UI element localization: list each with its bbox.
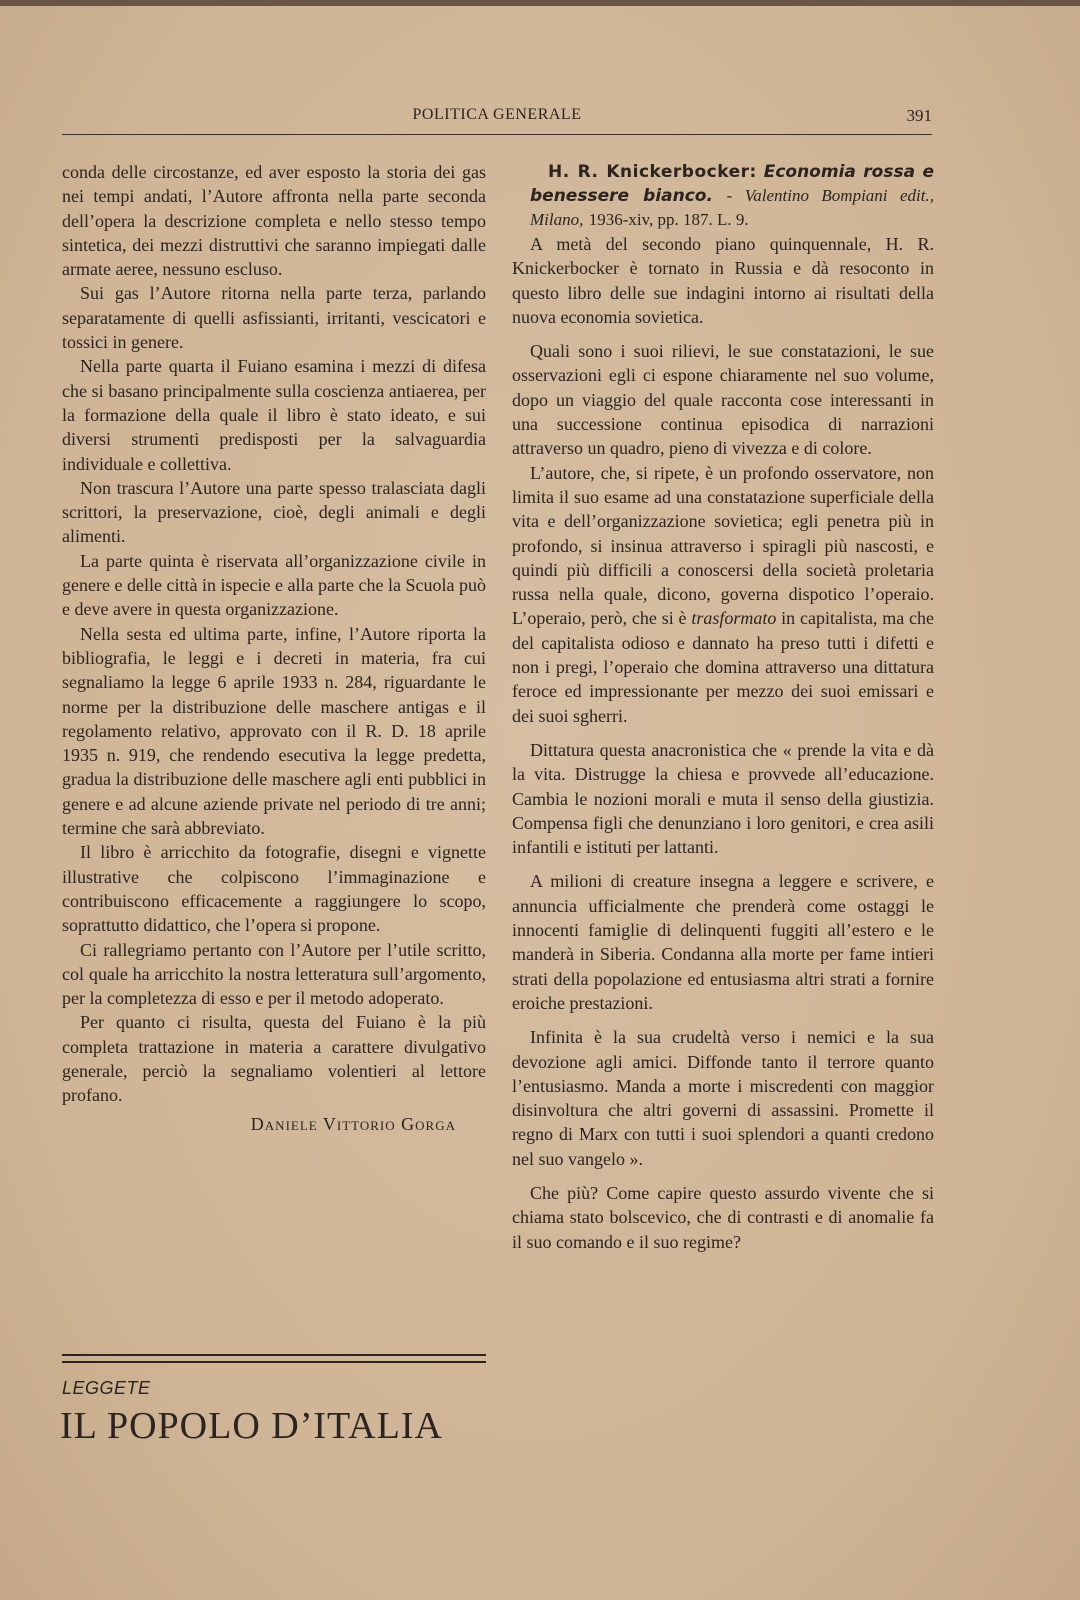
review-title: Economia rossa e benessere bianco.: [530, 162, 934, 206]
paragraph: A milioni di creature insegna a leggere e scrivere, e annuncia ufficialmente che prenderà come ostaggi le innocenti famiglie di delinquenti fuggiti all’estero e le manderà in Siberia. Condanna alla morte per fame intieri strati della popolazione ed entusiasma altri strati a fornire eroiche prestazioni.: [512, 871, 934, 1013]
author-signature: Daniele Vittorio Gorga: [250, 1113, 456, 1134]
paragraph: Ci rallegriamo pertanto con l’Autore per l’utile scritto, col quale ha arricchito la nostra letteratura sull’argomento, per la completezza di esso e per il metodo adoperato.: [62, 939, 486, 1009]
page-header: [62, 104, 932, 134]
paragraph: La parte quinta è riservata all’organizzazione civile in genere e delle città in ispecie e alla parte che la Scuola può e deve avere in questa organizzazione.: [62, 550, 486, 620]
paragraph: conda delle circostanze, ed aver esposto la storia dei gas nei tempi andati, l’Autore affronta nella parte seconda dell’opera la descrizione completa e nello stesso tempo sintetica, dei mezzi distruttivi che saranno impiegati dalle armate aeree, nessuno escluso.: [62, 162, 486, 280]
left-column: [62, 160, 486, 1136]
review-details: 1936-xiv, pp. 187. L. 9.: [588, 210, 749, 229]
page-number: 391: [906, 106, 932, 125]
paragraph: [512, 461, 934, 728]
paragraph-text: L’autore, che, si ripete, è un profondo osservatore, non limita il suo esame ad una constatazione superficiale della vita e dell’organizzazione sovietica; egli penetra più in profondo, si insinua attraverso i spiragli più nascosti, e quindi più difficili a conoscersi della società proletaria russa nella quale, dicono, governa dispotico l’operaio. L’operaio, però, che si è: [512, 462, 934, 629]
paragraph: Sui gas l’Autore ritorna nella parte terza, parlando separatamente di quelli asfissianti, irritanti, vescicatori e tossici in genere.: [62, 283, 486, 353]
paragraph: Nella parte quarta il Fuiano esamina i mezzi di difesa che si basano principalmente sulla coscienza antiaerea, per la formazione della quale il libro è stato ideato, e sui diversi strumenti predisposti per la salvaguardia individuale e collettiva.: [62, 356, 486, 474]
running-title: POLITICA GENERALE: [412, 106, 582, 123]
review-author: H. R. Knickerbocker:: [548, 162, 757, 182]
paragraph-text: in capitalista, ma che del capitalista odioso e dannato ha preso tutti i difetti e non i pregi, l’operaio che domina attraverso una dittatura feroce ed impressionante per mezzo dei suoi emissari e dei suoi sgherri.: [512, 608, 935, 726]
paragraph: A metà del secondo piano quinquennale, H. R. Knickerbocker è tornato in Russia e dà resoconto in questo libro delle sue indagini intorno ai risultati della nuova economia sovietica.: [512, 234, 934, 327]
review-heading: [512, 160, 934, 232]
paragraph: Infinita è la sua crudeltà verso i nemici e la sua devozione agli amici. Diffonde tanto il terrore quanto l’entusiasmo. Manda a morte i miscredenti con maggior disinvoltura che altri governi di assassini. Promette il regno di Marx con tutti i suoi splendori a quanti credono nel suo vangelo ».: [512, 1027, 934, 1169]
right-column: [512, 160, 934, 1254]
page-top-edge: [0, 0, 1080, 6]
paragraph: Nella sesta ed ultima parte, infine, l’Autore riporta la bibliografia, le leggi e i decreti in materia, fra cui segnaliamo la legge 6 aprile 1933 n. 284, riguardante le norme per la distribuzione delle maschere antigas e il regolamento relativo, approvato con il R. D. 18 aprile 1935 n. 919, che rendendo esecutiva la legge predetta, gradua la distribuzione delle maschere agli enti pubblici in genere e ad alcune aziende private nel periodo di tre anni; termine che sarà abbreviato.: [62, 623, 486, 839]
paragraph: Che più? Come capire questo assurdo vivente che si chiama stato bolscevico, che di contrasti e di anomalie fa il suo comando e il suo regime?: [512, 1182, 934, 1252]
paragraph: Per quanto ci risulta, questa del Fuiano è la più completa trattazione in materia a carattere divulgativo generale, perciò la segnaliamo volentieri al lettore profano.: [62, 1012, 486, 1106]
advert-leggete: LEGGETE: [62, 1378, 151, 1398]
review-publisher: - Valentino Bompiani edit., Milano,: [530, 186, 935, 229]
double-rule-divider: [62, 1354, 486, 1363]
paragraph: Dittatura questa anacronistica che « prende la vita e dà la vita. Distrugge la chiesa e provvede all’educazione. Cambia le nozioni morali e muta il senso della giustizia. Compensa figli che denunziano i loro genitori, e crea asili infantili e istituti per lattanti.: [512, 739, 934, 858]
header-rule: [62, 134, 932, 135]
italic-word: trasformato: [691, 608, 777, 629]
paragraph: Quali sono i suoi rilievi, le sue constatazioni, le sue osservazioni egli ci espone chiaramente nel suo volume, dopo un viaggio del quale racconta cose interessanti in una successione continua episodica di narrazioni attraverso un quadro, pieno di vivezza e di colore.: [512, 341, 934, 459]
advert-newspaper-title: IL POPOLO D’ITALIA: [60, 1405, 443, 1447]
paragraph: Non trascura l’Autore una parte spesso tralasciata dagli scrittori, la preservazione, cioè, degli animali e degli alimenti.: [62, 477, 486, 547]
paragraph: Il libro è arricchito da fotografie, disegni e vignette illustrative che colpiscono l’immaginazione e contribuiscono efficacemente a raggiungere lo scopo, soprattutto didattico, che l’opera si propone.: [62, 842, 486, 936]
